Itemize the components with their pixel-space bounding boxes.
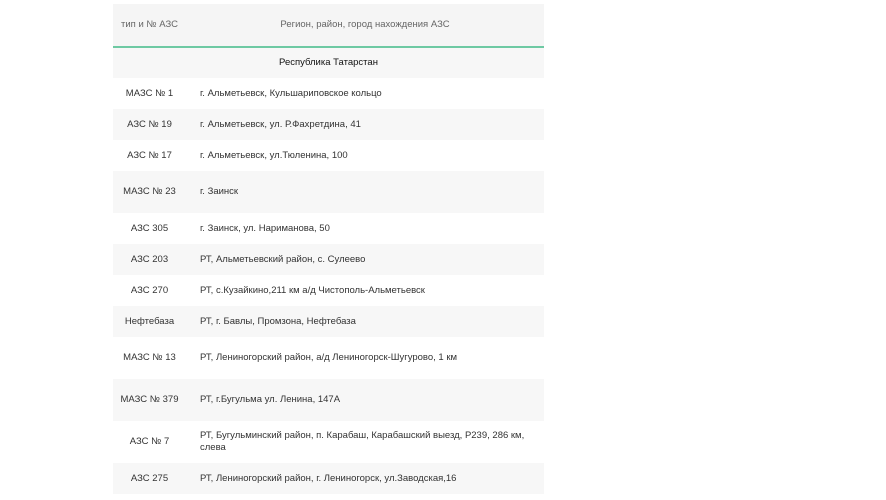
station-number: АЗС № 19 bbox=[127, 118, 172, 130]
station-number: МАЗС № 379 bbox=[120, 394, 179, 405]
table-row bbox=[113, 463, 544, 494]
header-type-number: тип и № АЗС bbox=[121, 19, 178, 30]
station-number: АЗС 270 bbox=[130, 284, 169, 296]
table-row bbox=[113, 275, 544, 306]
table-row bbox=[113, 171, 544, 213]
station-address: г. Альметьевск, ул.Тюленина, 100 bbox=[200, 149, 348, 161]
region-row bbox=[113, 47, 544, 78]
table-header-row bbox=[113, 4, 544, 47]
station-address: РТ, г. Бавлы, Промзона, Нефтебаза bbox=[200, 315, 356, 327]
table-row bbox=[113, 213, 544, 244]
table-body bbox=[113, 47, 544, 494]
station-address: РТ, с.Кузайкино,211 км а/д Чистополь-Альметьевск bbox=[200, 284, 425, 296]
stations-table bbox=[113, 4, 544, 494]
table-row bbox=[113, 421, 544, 463]
station-address: РТ, Бугульминский район, п. Карабаш, Карабашский выезд, Р239, 286 км, слева bbox=[200, 430, 525, 453]
table-row bbox=[113, 78, 544, 109]
station-address: РТ, Лениногорский район, а/д Лениногорск-Шугурово, 1 км bbox=[200, 352, 458, 363]
table-row bbox=[113, 109, 544, 140]
station-number: АЗС 275 bbox=[130, 472, 169, 484]
station-address: РТ, Альметьевский район, с. Сулеево bbox=[200, 253, 366, 265]
station-number: АЗС 203 bbox=[130, 253, 169, 265]
station-number: АЗС 305 bbox=[130, 222, 169, 234]
table-header bbox=[113, 4, 544, 47]
table-row bbox=[113, 306, 544, 337]
station-address: г. Заинск, ул. Нариманова, 50 bbox=[200, 222, 330, 234]
table-row bbox=[113, 337, 544, 379]
table-row bbox=[113, 244, 544, 275]
station-address: г. Альметьевск, Кульшариповское кольцо bbox=[200, 87, 382, 99]
station-address: г. Заинск bbox=[200, 186, 239, 197]
station-address: г. Альметьевск, ул. Р.Фахретдина, 41 bbox=[200, 118, 361, 130]
station-number: МАЗС № 1 bbox=[125, 87, 174, 99]
table-row bbox=[113, 140, 544, 171]
station-number: МАЗС № 23 bbox=[123, 186, 176, 197]
station-address: РТ, Лениногорский район, г. Лениногорск, ул.Заводская,16 bbox=[200, 472, 457, 484]
station-number: Нефтебаза bbox=[124, 315, 175, 327]
station-number: МАЗС № 13 bbox=[123, 352, 176, 363]
header-region: Регион, район, город нахождения АЗС bbox=[280, 19, 450, 30]
station-number: АЗС № 7 bbox=[129, 436, 170, 447]
table-row bbox=[113, 379, 544, 421]
region-title: Республика Татарстан bbox=[279, 57, 378, 68]
station-address: РТ, г.Бугульма ул. Ленина, 147А bbox=[200, 394, 341, 405]
stations-table-container bbox=[113, 4, 544, 494]
station-number: АЗС № 17 bbox=[127, 149, 172, 161]
